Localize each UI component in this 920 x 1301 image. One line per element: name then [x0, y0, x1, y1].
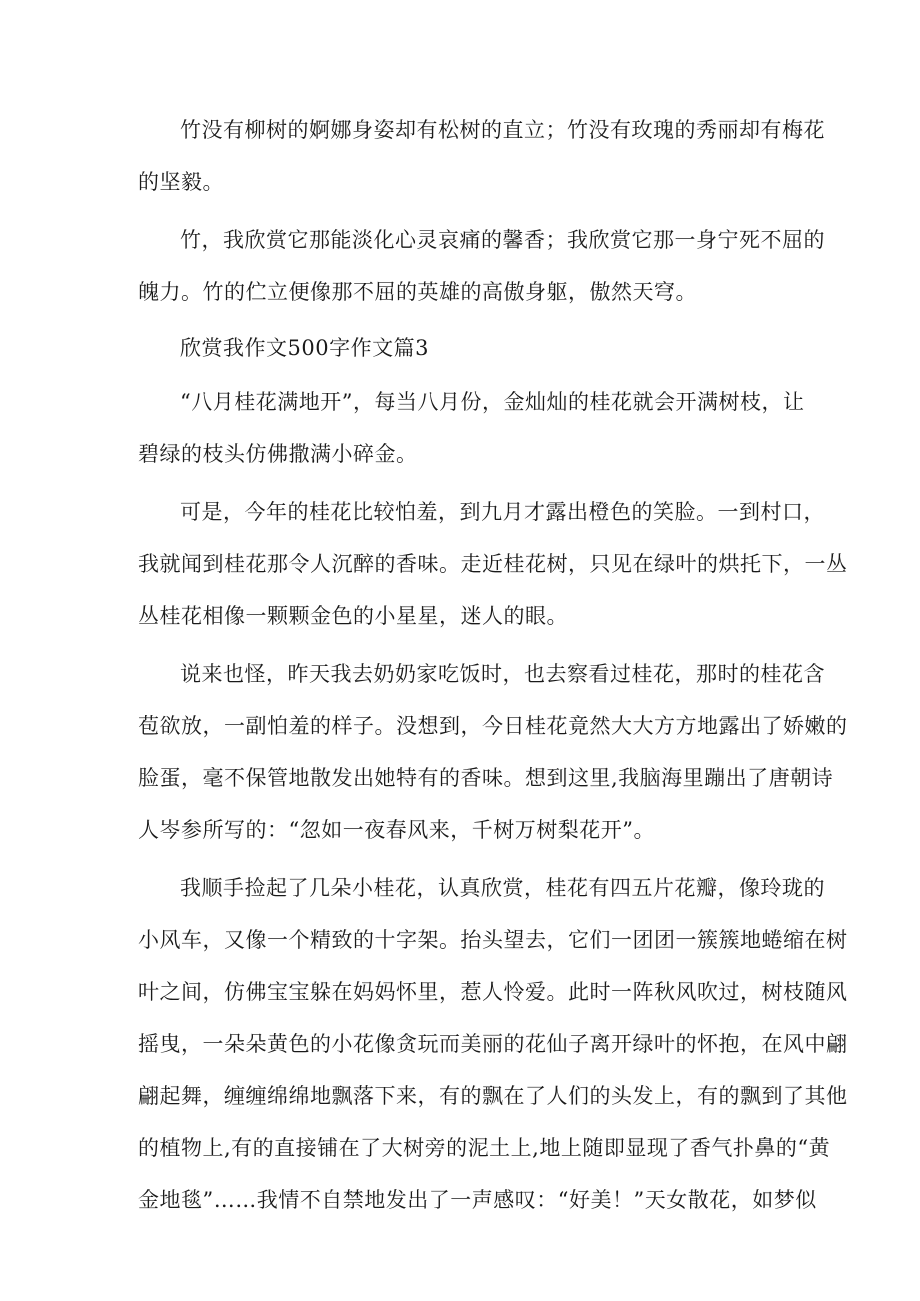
text-line: 可是，今年的桂花比较怕羞，到九月才露出橙色的笑脸。一到村口， [180, 500, 825, 524]
paragraph-bamboo-comparison [138, 104, 825, 208]
section-heading: 欣赏我作文500字作文篇3 [180, 336, 429, 360]
text-line: “八月桂花满地开”，每当八月份，金灿灿的桂花就会开满树枝，让 [180, 390, 805, 414]
paragraph-osmanthus-august [138, 376, 805, 480]
text-line: 竹没有柳树的婀娜身姿却有松树的直立；竹没有玫瑰的秀丽却有梅花 [180, 118, 825, 142]
text-line: 的植物上,有的直接铺在了大树旁的泥土上,地上随即显现了香气扑鼻的“黄 [138, 1136, 831, 1160]
text-line: 脸蛋，毫不保管地散发出她特有的香味。想到这里,我脑海里蹦出了唐朝诗 [138, 766, 834, 790]
text-line: 翩起舞，缠缠绵绵地飘落下来，有的飘在了人们的头发上，有的飘到了其他 [138, 1084, 848, 1108]
text-line: 魄力。竹的伫立便像那不屈的英雄的高傲身躯，傲然天穹。 [138, 280, 697, 304]
paragraph-osmanthus-shy [138, 486, 848, 642]
text-line: 碧绿的枝头仿佛撒满小碎金。 [138, 442, 418, 466]
paragraph-osmanthus-falling [138, 862, 848, 1226]
text-line: 我顺手捡起了几朵小桂花，认真欣赏，桂花有四五片花瓣，像玲珑的 [180, 876, 825, 900]
text-line: 丛桂花相像一颗颗金色的小星星，迷人的眼。 [138, 604, 568, 628]
paragraph-bamboo-appreciation [138, 214, 825, 318]
text-line: 的坚毅。 [138, 170, 224, 194]
text-line: 我就闻到桂花那令人沉醉的香味。走近桂花树，只见在绿叶的烘托下，一丛 [138, 552, 848, 576]
paragraph-osmanthus-bloom [138, 648, 848, 856]
text-line: 金地毯”……我情不自禁地发出了一声感叹：“好美！”天女散花，如梦似 [138, 1188, 817, 1212]
text-line: 人岑参所写的：“忽如一夜春风来，千树万树梨花开”。 [138, 818, 655, 842]
text-line: 竹，我欣赏它那能淡化心灵哀痛的馨香；我欣赏它那一身宁死不屈的 [180, 228, 825, 252]
text-line: 苞欲放，一副怕羞的样子。没想到，今日桂花竟然大大方方地露出了娇嫩的 [138, 714, 848, 738]
text-line: 说来也怪，昨天我去奶奶家吃饭时，也去察看过桂花，那时的桂花含 [180, 662, 825, 686]
text-line: 小风车，又像一个精致的十字架。抬头望去，它们一团团一簇簇地蜷缩在树 [138, 928, 848, 952]
text-line: 摇曳，一朵朵黄色的小花像贪玩而美丽的花仙子离开绿叶的怀抱，在风中翩 [138, 1032, 848, 1056]
text-line: 叶之间，仿佛宝宝躲在妈妈怀里，惹人怜爱。此时一阵秋风吹过，树枝随风 [138, 980, 848, 1004]
